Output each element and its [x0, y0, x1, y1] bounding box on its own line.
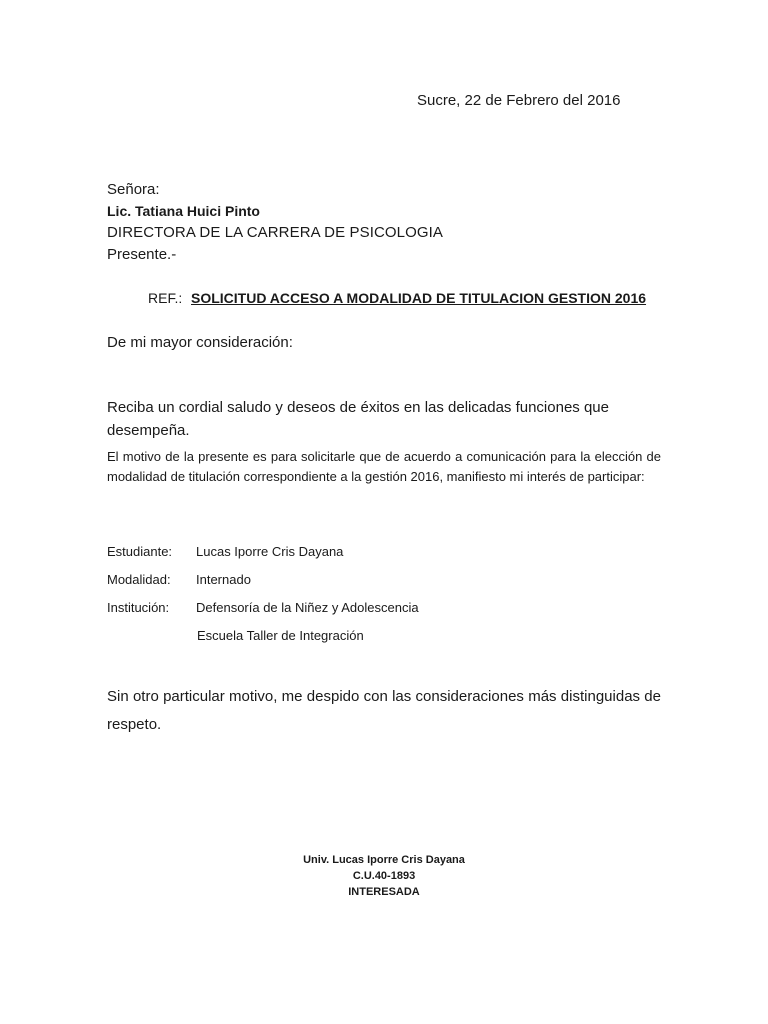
- signature-name: Univ. Lucas Iporre Cris Dayana: [303, 854, 465, 866]
- closing-paragraph: Sin otro particular motivo, me despido con las consideraciones más distinguidas de respeto.: [107, 688, 661, 733]
- institution-label: Institución:: [107, 600, 170, 615]
- body-paragraph-1: Reciba un cordial saludo y deseos de éxitos en las delicadas funciones que desempeña.: [107, 399, 609, 439]
- signature-block: [234, 852, 534, 900]
- modality-value: Internado: [196, 572, 251, 587]
- recipient-name: Lic. Tatiana Huici Pinto: [107, 203, 260, 219]
- greeting: De mi mayor consideración:: [107, 334, 293, 351]
- institution-value-1: Defensoría de la Niñez y Adolescencia: [196, 600, 419, 615]
- modality-label: Modalidad:: [107, 572, 171, 587]
- institution-value-2: Escuela Taller de Integración: [197, 628, 364, 643]
- signature-role: INTERESADA: [348, 886, 420, 898]
- recipient-title: DIRECTORA DE LA CARRERA DE PSICOLOGIA: [107, 224, 444, 241]
- presente-line: Presente.-: [107, 246, 177, 263]
- ref-subject: SOLICITUD ACCESO A MODALIDAD DE TITULACION GESTION 2016: [191, 290, 647, 306]
- signature-id: C.U.40-1893: [352, 870, 416, 882]
- student-label: Estudiante:: [107, 544, 173, 559]
- body-paragraph-2: El motivo de la presente es para solicitarle que de acuerdo a comunicación para la elección de modalidad de titulación correspondiente a la gestión 2016, manifiesto mi interés de participar:: [107, 449, 661, 484]
- date-line: Sucre, 22 de Febrero del 2016: [417, 92, 621, 109]
- student-value: Lucas Iporre Cris Dayana: [196, 544, 344, 559]
- salutation: Señora:: [107, 181, 160, 198]
- ref-label: REF.:: [148, 290, 183, 306]
